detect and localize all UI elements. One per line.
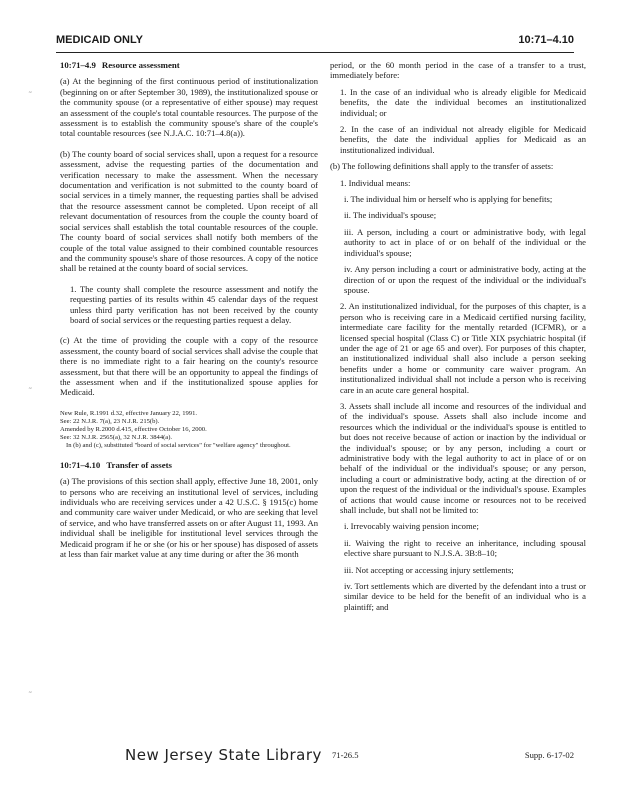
paragraph: iii. Not accepting or accessing injury settlements; <box>344 564 514 575</box>
paragraph: ii. Waiving the right to receive an inheritance, including spousal elective share pursuant to N.J.S.A. 3B:8–10; <box>344 537 586 559</box>
margin-mark: ˷ <box>28 84 33 94</box>
history-line: New Rule, R.1991 d.32, effective January 22, 1991. <box>60 409 198 417</box>
margin-mark: ˷ <box>28 684 33 694</box>
section-heading <box>60 460 318 470</box>
paragraph: i. The individual him or herself who is applying for benefits; <box>344 194 553 205</box>
section-title: Resource assessment <box>101 60 180 70</box>
paragraph: iv. Tort settlements which are diverted by the defendant into a trust or similar device to be held for the benefit of an individual who is a plaintiff; and <box>344 581 586 612</box>
supplement-date: Supp. 6-17-02 <box>524 750 574 760</box>
section-number: 10:71–4.10 <box>60 459 101 470</box>
page-number: 71-26.5 <box>332 750 359 760</box>
history-line: In (b) and (c), substituted "board of social services" for "welfare agency" throughout. <box>66 441 291 449</box>
history-line: Amended by R.2000 d.415, effective October 16, 2000. <box>60 425 207 433</box>
paragraph: 1. The county shall complete the resource assessment and notify the requesting parties of its results within 45 calendar days of the request unless third party verification has not been received by the county board of social services or the requesting parties request a delay. <box>70 283 318 325</box>
paragraph: iii. A person, including a court or administrative body, with legal authority to act in place of or on behalf of the individual or the individual's spouse; <box>344 226 586 258</box>
running-header <box>56 34 574 50</box>
paragraph: (a) At the beginning of the first continuous period of institutionalization (beginning on or after September 30, 1989), the institutionalized spouse or the community spouse (or a representative of either spouse) may request an assessment of the couple's total countable resources. The purpose of the assessment is to establish the community spouse's share of the couple's total countable resources (see N.J.A.C. 10:71–4.8(a)). <box>60 76 318 139</box>
history-line: See: 32 N.J.R. 2565(a), 32 N.J.R. 3844(a). <box>60 433 173 441</box>
history-note <box>60 410 318 450</box>
paragraph: 1. Individual means: <box>340 177 411 188</box>
library-stamp: New Jersey State Library <box>125 746 322 764</box>
page-footer <box>0 746 618 776</box>
paragraph: (c) At the time of providing the couple with a copy of the resource assessment, the county board of social services shall advise the couple that there is no immediate right to a fair hearing on the county's resource assessment, but that there will be an opportunity to appeal the findings of the assessment when and if the institutionalized spouse applies for Medicaid. <box>60 335 318 398</box>
paragraph: 2. An institutionalized individual, for the purposes of this chapter, is a person who is receiving care in a Medicaid certified nursing facility, intermediate care facility for the mentally retarded (ICFMR), or a licensed special hospital (Class C) or Title XIX psychiatric hospital (if under the age of 21 or age 65 and over). For purposes of this chapter, an institutionalized individual shall also include a person seeking benefits under a home or community care waiver program. An institutionalized individual shall not include a person who is receiving care in an acute care general hospital. <box>340 301 586 395</box>
paragraph: ii. The individual's spouse; <box>344 210 437 221</box>
paragraph: i. Irrevocably waiving pension income; <box>344 521 479 532</box>
left-column <box>60 60 318 565</box>
history-line: See: 22 N.J.R. 7(a), 23 N.J.R. 215(b). <box>60 417 160 425</box>
paragraph: period, or the 60 month period in the case of a transfer to a trust, immediately before: <box>330 60 586 81</box>
section-heading <box>60 60 318 70</box>
paragraph: 2. In the case of an individual not already eligible for Medicaid benefits, the date the individual applies for Medicaid as an institutionalized individual. <box>340 124 586 155</box>
paragraph: 3. Assets shall include all income and resources of the individual and of the individual's spouse. Assets shall also include income and resources which the individual or the individual's spouse is entitled to but does not receive because of action or inaction by the individual or the individual's spouse; or by any person, including a court or administrative body with the legal authority to act in place of or on behalf of the individual or the individual's spouse; or any person, including a court or administrative body, acting at the direction of or upon the request of the individual or the individual's spouse. Examples of actions that would cause income or resources not to be received shall include, but shall not be limited to: <box>340 400 586 516</box>
header-right: 10:71–4.10 <box>518 34 574 46</box>
section-number: 10:71–4.9 <box>60 60 96 70</box>
header-rule <box>56 52 574 53</box>
paragraph: (a) The provisions of this section shall apply, effective June 18, 2001, only to persons who are receiving an institutional level of services, including individuals who are receiving services under a 42 U.S.C. § 1915(c) home and community care waiver under Medicaid, or who are seeking that level of service, and who have transferred assets on or after August 11, 1993. An individual shall be ineligible for institutional level services through the Medicaid program if he or she (or his or her spouse) has disposed of assets at less than fair market value at any time during or after the 36 month <box>60 476 318 560</box>
section-title: Transfer of assets <box>106 459 172 470</box>
right-column <box>330 60 586 618</box>
paragraph: (b) The following definitions shall apply to the transfer of assets: <box>330 161 554 172</box>
header-left: MEDICAID ONLY <box>56 34 143 46</box>
paragraph: (b) The county board of social services shall, upon a request for a resource assessment, advise the requesting parties of the documentation and verification necessary to make the assessment. When the necessary documentation and verification is not submitted to the county board of social services in a timely manner, the requesting parties shall be advised that the resource assessment cannot be completed. Upon receipt of all relevant documentation of resources from the couple the county board of social services shall establish the total countable resources of the couple. The county board of social services shall notify both members of the couple of the total value assigned to their combined countable resources and the community spouse's share of those resources. A copy of the notice shall be retained at the county board of social services. <box>60 148 318 274</box>
paragraph: iv. Any person including a court or administrative body, acting at the direction of or upon the request of the individual or the individual's spouse. <box>344 264 586 295</box>
paragraph: 1. In the case of an individual who is already eligible for Medicaid benefits, the date the individual becomes an institutionalized individual; or <box>340 86 586 118</box>
margin-mark: ˷ <box>28 380 33 390</box>
